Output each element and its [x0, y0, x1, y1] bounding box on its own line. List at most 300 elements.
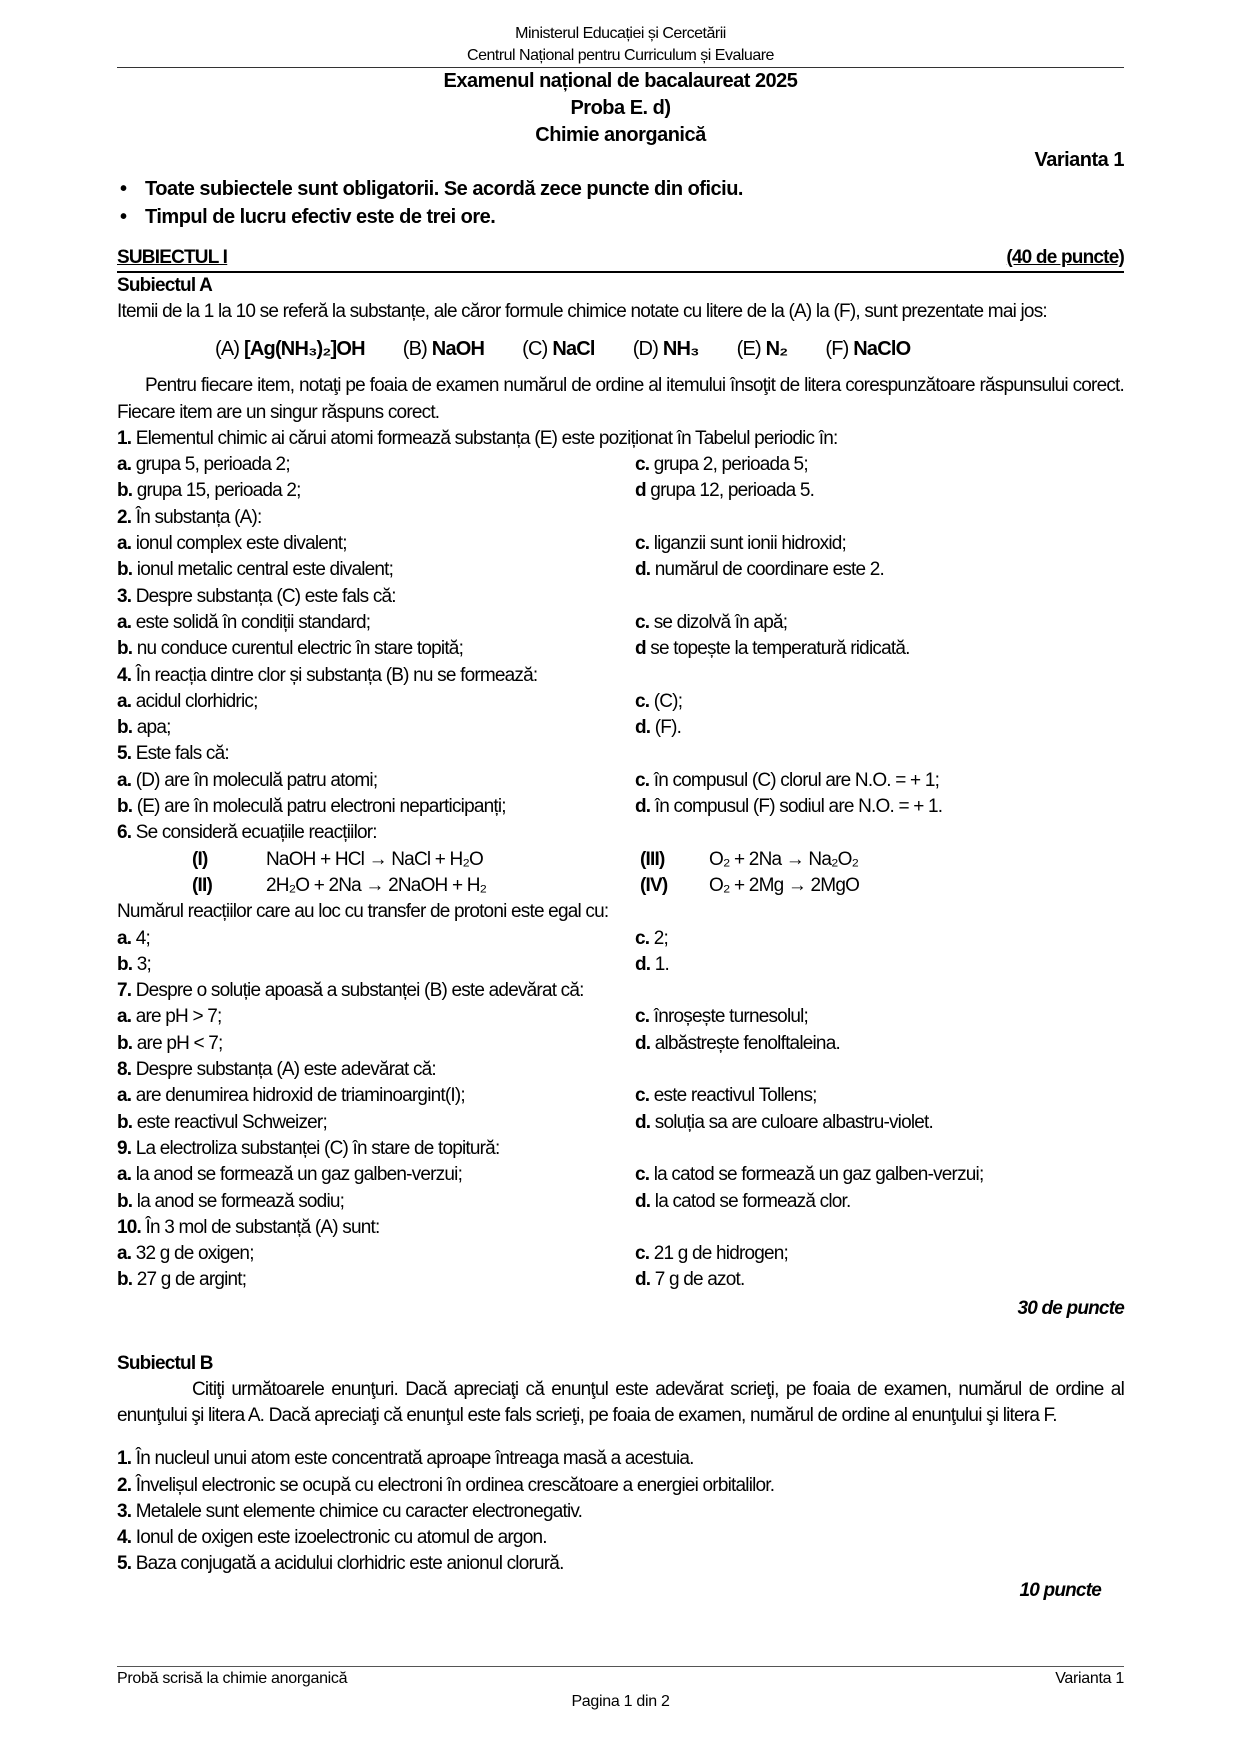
answer-option	[635, 928, 668, 949]
option-letter: b.	[117, 480, 133, 502]
item-text: La electroliza substanței (C) în stare de topitură:	[135, 1137, 500, 1159]
options-row	[117, 1189, 1124, 1215]
option-text: nu conduce curentul electric în stare topită;	[136, 638, 464, 660]
subject-b-title: Subiectul B	[117, 1352, 213, 1374]
answer-option	[635, 1033, 840, 1054]
subject-a-intro: Itemii de la 1 la 10 se referă la substanțe, ale căror formule chimice notate cu litere de la (A) la (F), sunt prezentate mai jos:	[117, 301, 1047, 322]
item-number: 7.	[117, 980, 132, 1002]
answer-option	[635, 1006, 808, 1027]
option-letter: c.	[635, 1085, 650, 1107]
formula: NaCl	[552, 338, 595, 361]
option-cell	[635, 610, 787, 636]
option-text: la catod se formează clor.	[654, 1190, 851, 1212]
option-cell	[635, 1083, 817, 1109]
answer-option	[117, 1243, 254, 1264]
item-number: 1.	[117, 427, 132, 449]
option-text: soluția sa are culoare albastru-violet.	[654, 1111, 934, 1133]
item-text: Este fals că:	[135, 743, 229, 765]
option-cell	[117, 636, 635, 662]
option-cell	[635, 557, 884, 583]
question-item	[117, 505, 1124, 584]
answer-option	[635, 1085, 817, 1106]
subject-a-instruction: Pentru fiecare item, notaţi pe foaia de examen numărul de ordine al itemului însoţit de litera corespunzătoare răspunsului corect. Fiecare item are un singur răspuns corect.	[117, 375, 1124, 423]
question	[117, 663, 537, 689]
option-text: numărul de coordinare este 2.	[654, 559, 885, 581]
options-row	[117, 452, 1124, 478]
question	[117, 505, 262, 531]
question	[117, 741, 229, 767]
option-letter: a.	[117, 1164, 132, 1186]
option-cell	[635, 715, 681, 741]
options-row	[117, 1004, 1124, 1030]
question-item	[117, 1136, 1124, 1215]
item-number: 10.	[117, 1216, 142, 1238]
option-letter: a.	[117, 1243, 132, 1265]
option-text: 7 g de azot.	[654, 1269, 745, 1291]
option-cell	[635, 1189, 850, 1215]
option-text: la anod se formează sodiu;	[136, 1190, 345, 1212]
option-cell	[635, 452, 808, 478]
option-cell	[635, 1031, 840, 1057]
item-text: În reacția dintre clor și substanța (B) nu se formează:	[135, 664, 538, 686]
answer-option	[635, 559, 884, 580]
option-letter: a.	[117, 927, 132, 949]
statement-number: 5.	[117, 1553, 132, 1575]
answer-option	[635, 954, 669, 975]
answer-option	[117, 954, 151, 975]
exam-subject: Chimie anorganică	[535, 124, 706, 146]
option-letter: a.	[117, 533, 132, 555]
answer-option	[117, 1085, 465, 1106]
question	[117, 584, 396, 610]
option-letter: d.	[635, 796, 651, 818]
question-item	[117, 663, 1124, 742]
answer-option	[117, 480, 301, 501]
option-letter: c.	[635, 1243, 650, 1265]
item-number: 2.	[117, 506, 132, 528]
question-text	[117, 741, 1124, 767]
statement	[117, 1551, 1124, 1577]
option-letter: a.	[117, 690, 132, 712]
answer-option	[117, 717, 171, 738]
option-letter: c.	[635, 454, 650, 476]
option-text: înroșește turnesolul;	[653, 1006, 809, 1028]
option-text: (C);	[653, 690, 683, 712]
option-text: acidul clorhidric;	[135, 690, 258, 712]
option-text: se dizolvă în apă;	[653, 611, 788, 633]
items-group	[117, 426, 1124, 820]
option-letter: a.	[117, 1085, 132, 1107]
question-text	[117, 663, 1124, 689]
answer-option	[635, 533, 846, 554]
page-footer	[117, 1666, 1124, 1713]
option-text: (E) are în moleculă patru electroni neparticipanți;	[136, 796, 506, 818]
answer-option	[635, 796, 942, 817]
formulas-list	[215, 336, 1124, 362]
question-item	[117, 978, 1124, 1057]
options-row	[117, 715, 1124, 741]
option-cell	[117, 452, 635, 478]
option-text: 2;	[653, 927, 668, 949]
question-item	[117, 426, 1124, 505]
question	[117, 978, 584, 1004]
option-cell	[117, 557, 635, 583]
option-cell	[117, 610, 635, 636]
options-row	[117, 952, 1124, 978]
option-text: are pH < 7;	[136, 1032, 223, 1054]
options-row	[117, 531, 1124, 557]
option-cell	[635, 1267, 744, 1293]
item-number: 3.	[117, 585, 132, 607]
option-cell	[635, 926, 668, 952]
option-cell	[117, 794, 635, 820]
question-text	[117, 584, 1124, 610]
reactions-row	[117, 847, 1124, 873]
option-text: grupa 15, perioada 2;	[136, 480, 301, 502]
option-letter: c.	[635, 1164, 650, 1186]
question-text	[117, 978, 1124, 1004]
question	[117, 426, 837, 452]
answer-option	[117, 796, 506, 817]
option-text: este reactivul Tollens;	[653, 1085, 817, 1107]
question-item	[117, 1215, 1124, 1294]
formula-label: (E)	[736, 338, 761, 361]
item-question: Numărul reacțiilor care au loc cu transfer de protoni este egal cu:	[117, 901, 609, 923]
option-text: grupa 12, perioada 5.	[650, 480, 815, 502]
formula-label: (A)	[215, 338, 240, 361]
options-row	[117, 478, 1124, 504]
option-text: (D) are în moleculă patru atomi;	[135, 769, 378, 791]
exam-page	[117, 23, 1124, 1604]
answer-option	[117, 533, 347, 554]
formula-item	[633, 336, 699, 362]
formula: NH₃	[662, 338, 699, 361]
answer-option	[117, 1164, 462, 1185]
formula-label: (D)	[632, 338, 659, 361]
formula-label: (F)	[825, 338, 849, 361]
answer-option	[635, 612, 787, 633]
question-text	[117, 1136, 1124, 1162]
item-text: În substanța (A):	[135, 506, 262, 528]
item-6	[117, 820, 1124, 978]
reaction-number: (I)	[192, 848, 208, 870]
option-letter: a.	[117, 454, 132, 476]
formula-item	[737, 336, 788, 362]
option-text: (F).	[654, 717, 682, 739]
option-letter: c.	[635, 769, 650, 791]
option-cell	[635, 1241, 788, 1267]
reaction-number: (III)	[640, 848, 665, 870]
option-text: grupa 2, perioada 5;	[653, 454, 808, 476]
reaction-equation: O₂ + 2Mg → 2MgO	[709, 874, 860, 896]
page-number: Pagina 1 din 2	[571, 1693, 670, 1710]
option-letter: b.	[117, 953, 133, 975]
option-text: grupa 5, perioada 2;	[135, 454, 290, 476]
item-text: Se consideră ecuațiile reacțiilor:	[135, 822, 377, 844]
option-letter: c.	[635, 690, 650, 712]
answer-option	[635, 1191, 850, 1212]
statement-number: 3.	[117, 1500, 132, 1522]
option-cell	[635, 794, 942, 820]
option-text: 21 g de hidrogen;	[653, 1243, 789, 1265]
options-row	[117, 557, 1124, 583]
reaction-equation: 2H₂O + 2Na → 2NaOH + H₂	[266, 874, 487, 896]
answer-option	[117, 1191, 344, 1212]
option-cell	[117, 1004, 635, 1030]
question-text	[117, 820, 1124, 846]
subject-1-heading	[117, 245, 1124, 273]
option-letter: d.	[635, 1269, 651, 1291]
statement-text: Ionul de oxigen este izoelectronic cu atomul de argon.	[135, 1527, 547, 1549]
option-text: în compusul (C) clorul are N.O. = + 1;	[653, 769, 940, 791]
answer-option	[635, 1243, 788, 1264]
option-letter: b.	[117, 638, 133, 660]
statement-text: În nucleul unui atom este concentrată aproape întreaga masă a acestuia.	[135, 1448, 694, 1470]
question	[117, 1215, 379, 1241]
option-text: se topește la temperatură ridicată.	[650, 638, 910, 660]
option-cell	[117, 952, 635, 978]
option-letter: a.	[117, 769, 132, 791]
question-text	[117, 1057, 1124, 1083]
answer-option	[635, 480, 814, 501]
option-cell	[635, 1110, 933, 1136]
options-row	[117, 1267, 1124, 1293]
statement-text: Învelișul electronic se ocupă cu electroni în ordinea crescătoare a energiei orbitalilor.	[135, 1474, 775, 1496]
options-row	[117, 768, 1124, 794]
instruction-item: • Toate subiectele sunt obligatorii. Se acordă zece puncte din oficiu.	[117, 175, 1124, 203]
question-item	[117, 584, 1124, 663]
option-text: este solidă în condiții standard;	[135, 611, 371, 633]
subject-a-title: Subiectul A	[117, 275, 213, 296]
subject-1-title: SUBIECTUL I	[117, 247, 228, 268]
subject-a-points: 30 de puncte	[1017, 1297, 1124, 1319]
statement-number: 2.	[117, 1474, 132, 1496]
answer-option	[117, 1006, 221, 1027]
option-text: este reactivul Schweizer;	[136, 1111, 327, 1133]
option-letter: c.	[635, 1006, 650, 1028]
subject-1-points: (40 de puncte)	[1006, 247, 1124, 268]
option-cell	[117, 1083, 635, 1109]
option-cell	[635, 531, 846, 557]
option-cell	[117, 1267, 635, 1293]
option-text: ionul metalic central este divalent;	[136, 559, 394, 581]
option-letter: d.	[635, 953, 651, 975]
formula: N₂	[765, 338, 788, 361]
option-text: 4;	[135, 927, 150, 949]
answer-option	[635, 1112, 933, 1133]
instructions-list	[117, 175, 1124, 231]
item-number: 9.	[117, 1137, 132, 1159]
variant-label: Varianta 1	[1034, 149, 1124, 171]
option-text: 3;	[136, 953, 152, 975]
option-cell	[635, 1162, 983, 1188]
answer-option	[635, 691, 682, 712]
option-cell	[117, 715, 635, 741]
option-letter: d.	[635, 559, 651, 581]
statement-text: Metalele sunt elemente chimice cu caracter electronegativ.	[135, 1500, 583, 1522]
option-letter: a.	[117, 611, 132, 633]
answer-option	[117, 1112, 327, 1133]
options-row	[117, 1162, 1124, 1188]
options-row	[117, 689, 1124, 715]
option-text: liganzii sunt ionii hidroxid;	[653, 533, 846, 555]
item-text: Elementul chimic ai cărui atomi formează substanța (E) este poziționat în Tabelul periodic în:	[135, 427, 838, 449]
statement-number: 1.	[117, 1448, 132, 1470]
item-number: 5.	[117, 743, 132, 765]
reaction-equation: O₂ + 2Na → Na₂O₂	[709, 848, 859, 870]
option-cell	[635, 1004, 808, 1030]
reaction-number: (II)	[192, 874, 213, 896]
option-letter: a.	[117, 1006, 132, 1028]
answer-option	[635, 454, 808, 475]
option-text: albăstrește fenolftaleina.	[654, 1032, 840, 1054]
option-cell	[117, 1241, 635, 1267]
question-text	[117, 426, 1124, 452]
answer-option	[635, 1269, 744, 1290]
options-row	[117, 636, 1124, 662]
option-letter: d	[635, 480, 646, 502]
option-text: are pH > 7;	[135, 1006, 222, 1028]
question-text	[117, 1215, 1124, 1241]
option-text: apa;	[136, 717, 171, 739]
question-item	[117, 1057, 1124, 1136]
option-letter: c.	[635, 927, 650, 949]
option-letter: b.	[117, 1190, 133, 1212]
option-letter: d	[635, 638, 646, 660]
answer-option	[635, 638, 910, 659]
option-cell	[117, 689, 635, 715]
item-text: În 3 mol de substanță (A) sunt:	[145, 1216, 380, 1238]
option-letter: b.	[117, 1269, 133, 1291]
formula: NaClO	[853, 338, 911, 361]
instruction-item: • Timpul de lucru efectiv este de trei ore.	[117, 203, 1124, 231]
option-cell	[635, 768, 939, 794]
options-row	[117, 610, 1124, 636]
question-text	[117, 505, 1124, 531]
subject-b-instruction: Citiţi următoarele enunţuri. Dacă apreciaţi că enunţul este adevărat scrieţi, pe foaia de examen, numărul de ordine al enunţului şi litera A. Dacă apreciaţi că enunţul este fals scrieţi, pe foaia de examen, numărul de ordine al enunţului şi litera F.	[117, 1378, 1124, 1426]
answer-option	[117, 770, 377, 791]
item-text: Despre substanța (C) este fals că:	[135, 585, 396, 607]
option-letter: d.	[635, 717, 651, 739]
option-letter: b.	[117, 1032, 133, 1054]
statement	[117, 1499, 1124, 1525]
option-cell	[117, 1031, 635, 1057]
question-item	[117, 741, 1124, 820]
center-name: Centrul Național pentru Curriculum și Evaluare	[467, 47, 774, 64]
option-text: are denumirea hidroxid de triaminoargint(I);	[135, 1085, 465, 1107]
options-row	[117, 1241, 1124, 1267]
option-cell	[635, 636, 910, 662]
item-number: 6.	[117, 822, 132, 844]
answer-option	[635, 1164, 983, 1185]
answer-option	[117, 612, 370, 633]
question	[117, 1136, 499, 1162]
ministry-name: Ministerul Educației și Cercetării	[515, 25, 726, 42]
option-text: la anod se formează un gaz galben-verzui;	[135, 1164, 463, 1186]
option-cell	[117, 478, 635, 504]
answer-option	[117, 454, 290, 475]
formula-label: (C)	[522, 338, 548, 361]
option-letter: b.	[117, 1111, 133, 1133]
answer-option	[117, 928, 150, 949]
answer-option	[635, 717, 681, 738]
formula: [Ag(NH₃)₂]OH	[244, 338, 365, 361]
option-text: la catod se formează un gaz galben-verzui;	[653, 1164, 984, 1186]
answer-option	[117, 691, 258, 712]
subject-b-points: 10 puncte	[1019, 1579, 1101, 1601]
formula-item	[522, 336, 595, 362]
statement	[117, 1446, 1124, 1472]
answer-option	[117, 559, 393, 580]
statement-number: 4.	[117, 1527, 132, 1549]
answer-option	[635, 770, 939, 791]
footer-left: Probă scrisă la chimie anorganică	[117, 1670, 348, 1687]
reactions-row	[117, 873, 1124, 899]
formula: NaOH	[431, 338, 485, 361]
item-text: Despre o soluție apoasă a substanței (B) este adevărat că:	[135, 980, 584, 1002]
option-letter: d.	[635, 1111, 651, 1133]
item-text: Despre substanța (A) este adevărat că:	[135, 1059, 436, 1081]
answer-option	[117, 638, 463, 659]
option-cell	[117, 768, 635, 794]
statement	[117, 1525, 1124, 1551]
answer-option	[117, 1033, 223, 1054]
items-group	[117, 978, 1124, 1294]
option-letter: b.	[117, 796, 133, 818]
option-text: 27 g de argint;	[136, 1269, 247, 1291]
formula-label: (B)	[402, 338, 428, 361]
option-cell	[117, 531, 635, 557]
formula-item	[825, 336, 910, 362]
reaction-number: (IV)	[640, 874, 668, 896]
item-number: 4.	[117, 664, 132, 686]
option-cell	[635, 952, 669, 978]
option-cell	[117, 1110, 635, 1136]
option-cell	[117, 926, 635, 952]
options-row	[117, 794, 1124, 820]
option-cell	[117, 1189, 635, 1215]
option-text: ionul complex este divalent;	[135, 533, 347, 555]
item-number: 8.	[117, 1059, 132, 1081]
question	[117, 1057, 436, 1083]
option-cell	[635, 478, 814, 504]
option-text: 1.	[654, 953, 670, 975]
option-letter: c.	[635, 533, 650, 555]
statement	[117, 1473, 1124, 1499]
option-letter: c.	[635, 611, 650, 633]
formula-item	[215, 336, 365, 362]
option-cell	[117, 1162, 635, 1188]
exam-title: Examenul național de bacalaureat 2025	[443, 70, 798, 92]
answer-option	[117, 1269, 246, 1290]
formula-item	[403, 336, 484, 362]
reaction-equation: NaOH + HCl → NaCl + H₂O	[266, 848, 484, 870]
option-letter: b.	[117, 717, 133, 739]
options-row	[117, 1110, 1124, 1136]
statement-text: Baza conjugată a acidului clorhidric este anionul clorură.	[135, 1553, 564, 1575]
options-row	[117, 1031, 1124, 1057]
option-letter: d.	[635, 1190, 651, 1212]
footer-right: Varianta 1	[1055, 1670, 1124, 1687]
exam-test: Proba E. d)	[570, 97, 671, 119]
statements-list	[117, 1446, 1124, 1577]
option-text: 32 g de oxigen;	[135, 1243, 254, 1265]
option-text: în compusul (F) sodiul are N.O. = + 1.	[654, 796, 943, 818]
option-cell	[635, 689, 682, 715]
option-letter: b.	[117, 559, 133, 581]
options-row	[117, 1083, 1124, 1109]
options-row	[117, 926, 1124, 952]
